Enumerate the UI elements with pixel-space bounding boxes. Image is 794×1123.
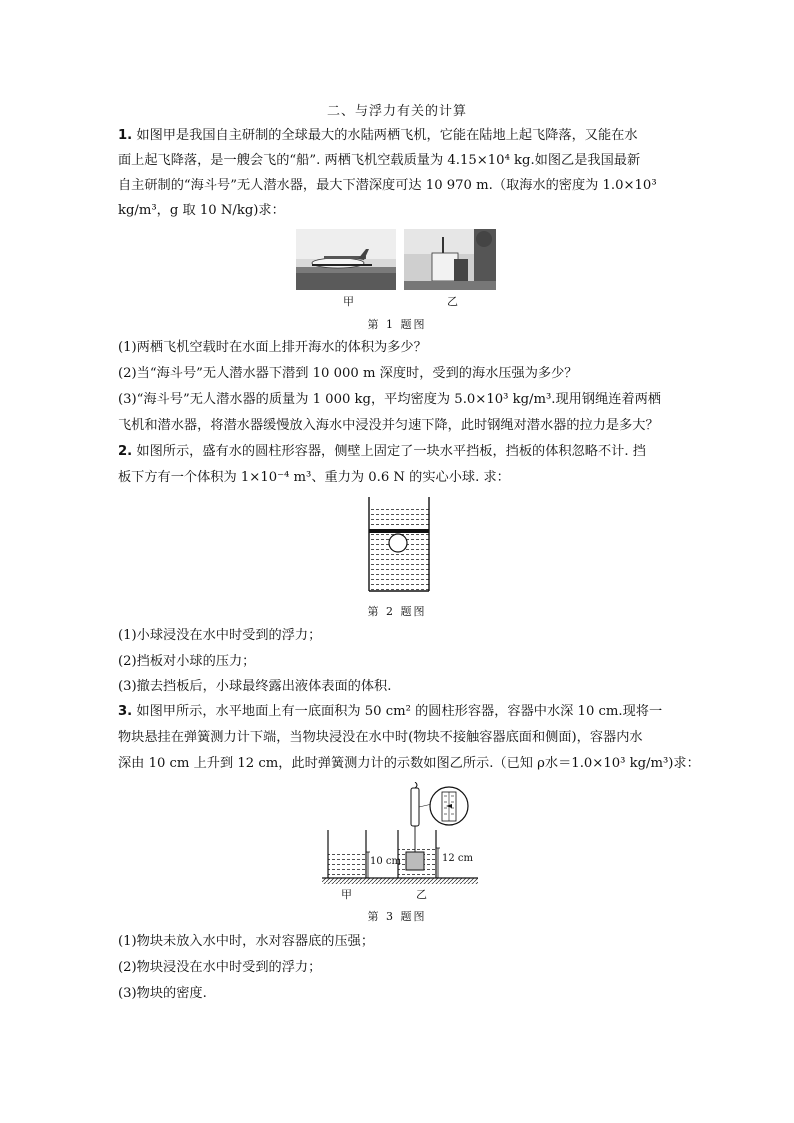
q3-text-2: 物块悬挂在弹簧测力计下端，当物块浸没在水中时(物块不接触容器底面和侧面)，容器内水 (118, 730, 643, 745)
q3-sub-3: (3)物块的密度. (118, 986, 207, 1001)
q2-number: 2. (118, 444, 133, 459)
q1-caption: 第 1 题图 (367, 318, 427, 331)
q1-sub-1: (1)两栖飞机空载时在水面上排开海水的体积为多少？ (118, 340, 427, 355)
q2-text-1: 如图所示，盛有水的圆柱形容器，侧壁上固定了一块水平挡板，挡板的体积忽略不计. 挡 (136, 444, 646, 459)
q3-text-1: 如图甲所示，水平地面上有一底面积为 50 cm² 的圆柱形容器，容器中水深 10 cm.现将一 (136, 704, 663, 719)
section-title: 二、与浮力有关的计算 (326, 104, 467, 119)
q1-sub-2: (2)当“海斗号”无人潜水器下潜到 10 000 m 深度时，受到的海水压强为多少？ (118, 366, 578, 381)
q1-text-2: 面上起飞降落，是一艘会飞的“船”. 两栖飞机空载质量为 4.15×10⁴ kg.如图乙是我国最新 (118, 153, 641, 168)
q3-caption: 第 3 题图 (367, 910, 427, 923)
q3-text-3: 深由 10 cm 上升到 12 cm，此时弹簧测力计的示数如图乙所示.（已知 ρ水＝1.0×10³ kg/m³)求： (118, 756, 700, 771)
q2-caption: 第 2 题图 (367, 605, 427, 618)
q2-sub-3: (3)撤去挡板后，小球最终露出液体表面的体积. (118, 679, 392, 694)
q3-number: 3. (118, 704, 133, 719)
q2-sub-2: (2)挡板对小球的压力； (118, 654, 256, 669)
q1-text-1: 如图甲是我国自主研制的全球最大的水陆两栖飞机，它能在陆地上起飞降落，又能在水 (136, 128, 638, 143)
q3-label-b: 乙 (416, 888, 427, 901)
q2-line-1 (118, 442, 684, 462)
q1-label-b: 乙 (447, 295, 458, 308)
q3-sub-2: (2)物块浸没在水中时受到的浮力； (118, 960, 322, 975)
q3-line-1 (118, 702, 684, 722)
q2-figure (366, 497, 432, 593)
q1-text-3: 自主研制的“海斗号”无人潜水器，最大下潜深度可达 10 970 m.（取海水的密度为 1.0×10³ (118, 178, 657, 193)
q1-text-4: kg/m³，g 取 10 N/kg)求： (118, 203, 285, 218)
q1-photo-a (296, 229, 396, 290)
q3-label-10cm: 10 cm (370, 856, 401, 867)
q3-figure (322, 782, 478, 886)
q1-label-a: 甲 (343, 295, 354, 308)
q3-sub-1: (1)物块未放入水中时，水对容器底的压强； (118, 934, 375, 949)
q3-label-12cm: 12 cm (442, 853, 473, 864)
q3-label-a: 甲 (341, 888, 352, 901)
q1-line-1 (118, 126, 684, 146)
q1-sub-4: 飞机和潜水器，将潜水器缓慢放入海水中浸没并匀速下降，此时钢绳对潜水器的拉力是多大？ (118, 418, 659, 433)
q1-photo-b (404, 229, 496, 290)
q1-number: 1. (118, 128, 133, 143)
q2-text-2: 板下方有一个体积为 1×10⁻⁴ m³、重力为 0.6 N 的实心小球. 求： (118, 470, 510, 485)
q1-sub-3: (3)“海斗号”无人潜水器的质量为 1 000 kg，平均密度为 5.0×10³ kg/m³.现用钢绳连着两栖 (118, 392, 661, 407)
q2-sub-1: (1)小球浸没在水中时受到的浮力； (118, 628, 322, 643)
